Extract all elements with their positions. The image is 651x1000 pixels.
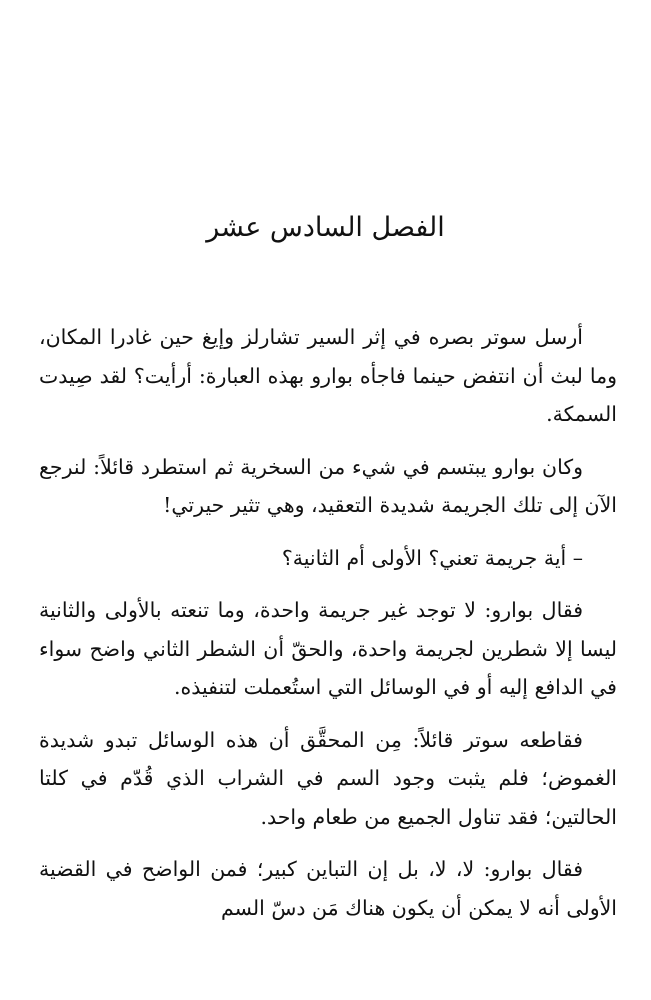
chapter-body (39, 318, 617, 941)
chapter-title: الفصل السادس عشر (206, 212, 445, 243)
paragraph-6: فقال بوارو: لا، لا، بل إن التباين كبير؛ فمن الواضح في القضية الأولى أنه لا يمكن أن يكون هناك مَن دسّ السم (39, 857, 617, 920)
paragraph-5: فقاطعه سوتر قائلاً: مِن المحقَّق أن هذه الوسائل تبدو شديدة الغموض؛ فلم يثبت وجود السم في الشراب الذي قُدّم في كلتا الحالتين؛ فقد تناول الجميع من طعام واحد. (39, 727, 617, 829)
paragraph-2: وكان بوارو يبتسم في شيء من السخرية ثم استطرد قائلاً: لنرجع الآن إلى تلك الجريمة شديدة التعقيد، وهي تثير حيرتي! (39, 454, 617, 517)
paragraph-3: – أية جريمة تعني؟ الأولى أم الثانية؟ (281, 545, 583, 570)
paragraph-4: فقال بوارو: لا توجد غير جريمة واحدة، وما تنعته بالأولى والثانية ليسا إلا شطرين لجريمة واحدة، والحقّ أن الشطر الثاني واضح سواء في الدافع إليه أو في الوسائل التي استُعملت لتنفيذه. (39, 598, 617, 699)
paragraph-1: أرسل سوتر بصره في إثر السير تشارلز وإيغ حين غادرا المكان، وما لبث أن انتفض حينما فاجأه بوارو بهذه العبارة: أرأيت؟ لقد صِيدت السمكة. (39, 325, 617, 426)
